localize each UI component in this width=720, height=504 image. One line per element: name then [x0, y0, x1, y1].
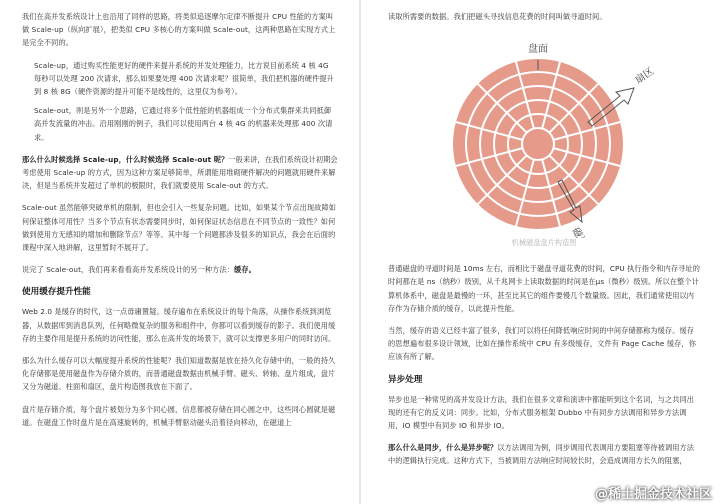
paragraph-when-to-choose: [22, 153, 338, 193]
watermark: @稀土掘金技术社区: [594, 487, 712, 502]
answer-text: 一般来讲，在我们系统设计初期会考虑使用 Scale-up 的方式，因为这种方案足够简单，所谓能用堆砌硬件解决的问题就用硬件来解决，但是当系统并发超过了单机的极限时，我们就要使用 Scale-out 的方式。: [22, 154, 338, 191]
sector-label: 扇区: [633, 66, 657, 87]
heading-async: 异步处理: [388, 374, 423, 385]
paragraph-intro: 我们在高并发系统设计上也沿用了同样的思路，将类似追逐摩尔定律不断提升 CPU 性能的方案叫做 Scale-up（纵向扩展），把类似 CPU 多核心的方案叫做 Scale-out，这两种思路在实现方式上是完全不同的。: [22, 12, 336, 48]
heading-cache: 使用缓存提升性能: [22, 287, 91, 298]
transition-text: 说完了 Scale-out，我们再来看看高并发系统设计的另一种方法：: [22, 265, 235, 275]
bold-cache: 缓存。: [234, 265, 256, 275]
paragraph-why-cache: 那么为什么缓存可以大幅度提升系统的性能呢？我们知道数据是放在持久化存储中的，一般的持久化存储都是使用磁盘作为存储介质的，而普通磁盘数据由机械手臂、磁头、转轴、盘片组成，盘片又分为磁道、柱面和扇区，盘片构造图我放在下面了。: [22, 356, 336, 392]
paragraph-disk-latency: 普通磁盘的寻道时间是 10ms 左右，而相比于磁盘寻道花费的时间，CPU 执行指令和内存寻址的时间都在是 ns（纳秒）级别，从千兆网卡上读取数据的时间是在μs（微秒）级别。所以在整个计算机体系中，磁盘是最慢的一环，甚至比其它的组件要慢几个数量级。因此，我们通常使用以内存作为存储介质的缓存，以此提升性能。: [388, 264, 700, 313]
left-page: [22, 10, 338, 438]
quote-scale-up: Scale-up，通过购买性能更好的硬件来提升系统的并发处理能力，比方说目前系统 4 核 4G 每秒可以处理 200 次请求，那么如果要处理 400 次请求呢？很简单，我们把机器的硬件提升到 8 核 8G（硬件资源的提升可能不是线性的，这里仅为参考）。: [34, 60, 334, 97]
right-page: [388, 10, 700, 477]
sync-explain-text: 以方法调用为例，同步调用代表调用方要阻塞等待被调用方法中的逻辑执行完成。这种方式下，当被调用方法响应时间较长时，会造成调用方长久的阻塞，: [388, 443, 695, 466]
quote-scale-out: Scale-out，则是另外一个思路，它通过将多个低性能的机器组成一个分布式集群来共同抵御高并发流量的冲击。沿用刚刚的例子，我们可以使用两台 4 核 4G 的机器来处理那 400 次请求。: [34, 106, 333, 142]
paragraph-scale-out-issues: Scale-out 虽然能够突破单机的限制，但也会引入一些复杂问题。比如，如果某个节点出现故障如何保证整体可用性？当多个节点有状态需要同步时，如何保证状态信息在不同节点的一致性？如何做到使用方无感知的增加和删除节点？等等。其中每一个问题都涉及很多的知识点，我会在后面的课程中深入地讲解，这里暂时不展开了。: [22, 203, 337, 253]
platter-label: 盘面: [528, 44, 548, 56]
paragraph-async-intro: 异步也是一种常见的高并发设计方法，我们在很多文章和演讲中都能听到这个名词，与之共同出现的还有它的反义词：同步。比如，分布式服务框架 Dubbo 中有同步方法调用和异步方法调用，IO 模型中有同步 IO 和异步 IO。: [388, 394, 695, 431]
paragraph-platter: 盘片是存储介质，每个盘片被划分为多个同心圆，信息都被存储在同心圆之中，这些同心圆就是磁道。在磁盘工作时盘片是在高速旋转的，机械手臂驱动磁头沿着径向移动，在磁道上: [22, 404, 336, 427]
paragraph-web20: Web 2.0 是缓存的时代，这一点毋庸置疑。缓存遍布在系统设计的每个角落，从操作系统到浏览器，从数据库到消息队列，任何略微复杂的服务和组件中，你都可以看到缓存的影子。我们使用缓存的主要作用是提升系统的访问性能，那么在高并发的场景下，就可以支撑更多用户的同时访问。: [22, 307, 336, 343]
bold-sync-question: 那么什么是同步，什么是异步呢？: [388, 443, 498, 453]
page-divider: [359, 0, 361, 504]
figure-caption: 机械磁盘盘片构造图: [511, 238, 577, 248]
paragraph-transition: [22, 263, 338, 276]
disk-platter-diagram: [388, 32, 700, 238]
disk-figure: [388, 32, 700, 262]
track-label: 磁道: [569, 226, 589, 239]
blockquote: [22, 59, 338, 144]
paragraph-sync-vs-async: [388, 441, 700, 467]
bold-question: 那么什么时候选择 Scale-up，什么时候选择 Scale-out 呢？: [22, 154, 229, 164]
paragraph-seek-time: 读取所需要的数据。我们把磁头寻找信息花费的时间叫做寻道时间。: [388, 12, 607, 21]
paragraph-cache-semantics: 当然，缓存的语义已经丰富了很多，我们可以将任何降低响应时间的中间存储都称为缓存。缓存的思想遍布很多设计领域，比如在操作系统中 CPU 有多级缓存，文件有 Page Cache 缓存，你应该有所了解。: [388, 326, 696, 362]
